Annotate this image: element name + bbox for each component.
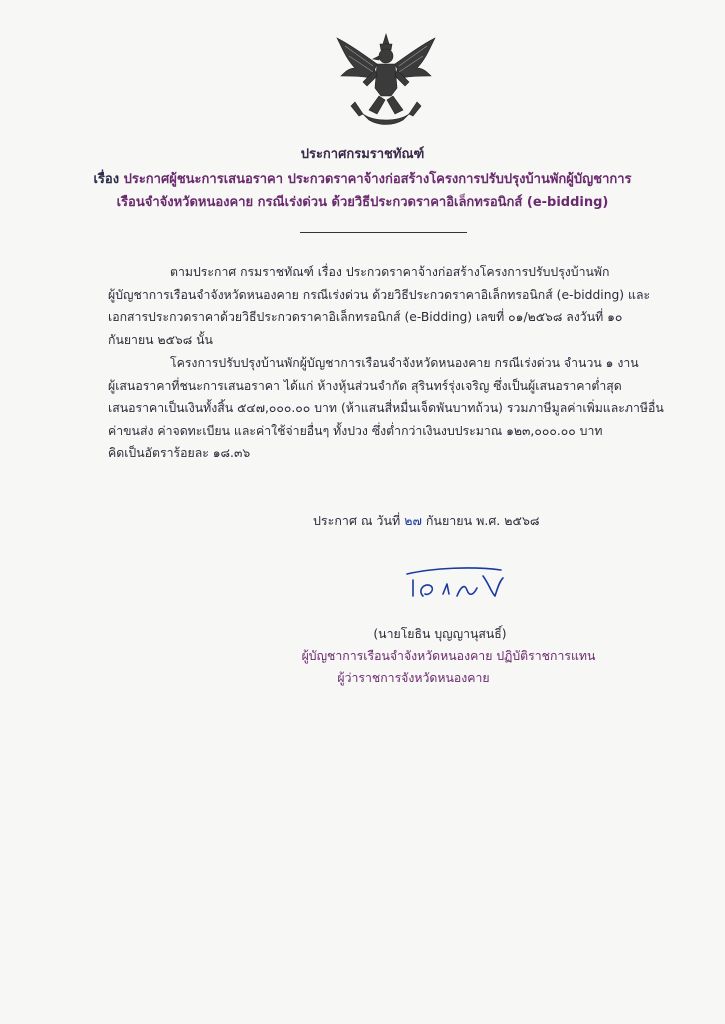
- signatory-name: [0, 623, 725, 645]
- paragraph-1: [108, 261, 651, 351]
- date-prefix: ประกาศ ณ วันที่: [313, 513, 401, 528]
- paragraph-line: โครงการปรับปรุงบ้านพักผู้บัญชาการเรือนจำจังหวัดหนองคาย กรณีเร่งด่วน จำนวน ๑ งาน: [170, 356, 639, 370]
- subject-text-1: ประกาศผู้ชนะการเสนอราคา ประกวดราคาจ้างก่อสร้างโครงการปรับปรุงบ้านพักผู้บัญชาการ: [123, 172, 632, 187]
- paragraph-line: เสนอราคาเป็นเงินทั้งสิ้น ๕๔๗,๐๐๐.๐๐ บาท (ห้าแสนสี่หมื่นเจ็ดพันบาทถ้วน) รวมภาษีมูลค่าเพิ่มและภาษีอื่น: [108, 401, 664, 415]
- paragraph-line: ผู้เสนอราคาที่ชนะการเสนอราคา ได้แก่ ห้างหุ้นส่วนจำกัด สุรินทร์รุ่งเจริญ ซึ่งเป็นผู้เสนอราคาต่ำสุด: [108, 378, 622, 393]
- signatory-position-1: [0, 645, 725, 667]
- paragraph-line: ค่าขนส่ง ค่าจดทะเบียน และค่าใช้จ่ายอื่นๆ ทั้งปวง ซึ่งต่ำกว่าเงินงบประมาณ ๑๒๓,๐๐๐.๐๐ บาท: [108, 423, 603, 438]
- paragraph-line: ตามประกาศ กรมราชทัณฑ์ เรื่อง ประกวดราคาจ้างก่อสร้างโครงการปรับปรุงบ้านพัก: [170, 265, 610, 279]
- title-divider: [300, 232, 467, 233]
- paragraph-line: กันยายน ๒๕๖๘ นั้น: [108, 332, 213, 347]
- signatory-position-2: [0, 667, 725, 689]
- document-title: ประกาศกรมราชทัณฑ์: [300, 147, 425, 162]
- date-day: ๒๗: [404, 513, 422, 528]
- announcement-date: [313, 511, 540, 531]
- paragraph-2: [108, 352, 664, 465]
- signatory-name-text: (นายโยธิน บุญญานุสนธิ์): [373, 627, 507, 641]
- paragraph-line: เอกสารประกวดราคาด้วยวิธีประกวดราคาอิเล็กทรอนิกส์ (e-Bidding) เลขที่ ๐๑/๒๕๖๘ ลงวันที่ ๑๐: [108, 310, 623, 324]
- signatory-position-1-text: ผู้บัญชาการเรือนจำจังหวัดหนองคาย ปฏิบัติราชการแทน: [301, 649, 596, 663]
- handwritten-signature-icon: [403, 560, 507, 600]
- date-suffix: กันยายน พ.ศ. ๒๕๖๘: [425, 513, 540, 528]
- garuda-emblem-icon: [333, 30, 439, 128]
- subject-label: เรื่อง: [93, 172, 120, 187]
- paragraph-line: ผู้บัญชาการเรือนจำจังหวัดหนองคาย กรณีเร่งด่วน ด้วยวิธีประกวดราคาอิเล็กทรอนิกส์ (e-bidding) และ: [108, 287, 651, 302]
- subject-line-2: เรือนจำจังหวัดหนองคาย กรณีเร่งด่วน ด้วยวิธีประกวดราคาอิเล็กทรอนิกส์ (e-bidding): [116, 195, 609, 210]
- subject-line-1: [0, 168, 725, 189]
- paragraph-line: คิดเป็นอัตราร้อยละ ๑๘.๓๖: [108, 446, 251, 460]
- signatory-position-2-text: ผู้ว่าราชการจังหวัดหนองคาย: [337, 671, 490, 685]
